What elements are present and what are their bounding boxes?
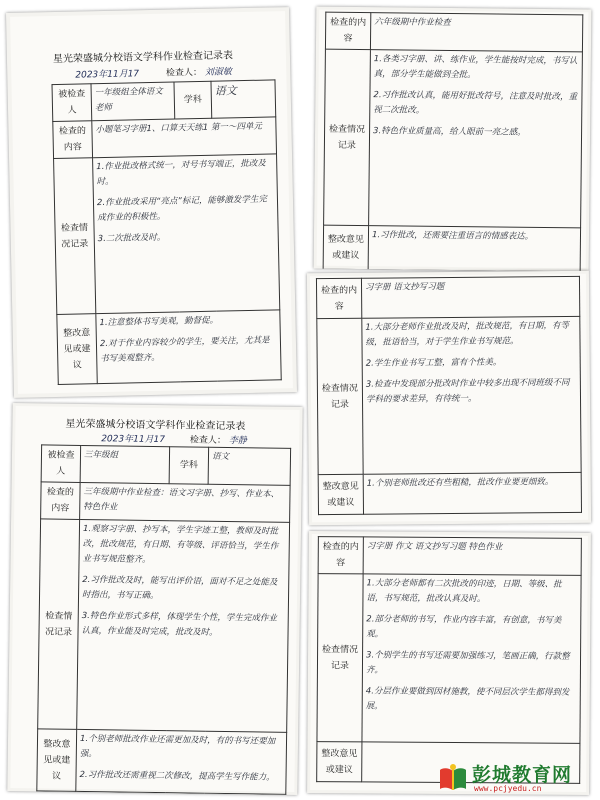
form-title: 星光荣盛城分校语文学科作业检查记录表 (65, 418, 246, 433)
check-form-table (51, 79, 281, 385)
content-label: 检查的内容 (318, 537, 363, 574)
checker-name: 李静 (228, 436, 247, 447)
situation-item: 3.特色作业质量高，给人眼前一亮之感。 (373, 126, 526, 138)
photo-form-grade1 (6, 7, 297, 398)
content-label: 检查的内容 (41, 482, 81, 520)
situation-item: 2.学生作业书写工整，富有个性美。 (365, 357, 502, 369)
suggest-item: 1.注意整体书写美观，勤督促。 (99, 315, 219, 329)
checked-value: 三年级组 (80, 445, 170, 483)
situation-record (369, 50, 583, 228)
checked-value: 一年级组全体语文老师 (91, 82, 175, 121)
checker-name: 刘淑敏 (204, 67, 232, 78)
subject-value: 语文 (208, 447, 291, 485)
suggest-item: 1.个别老师批改还有些粗糙，批改作业要更细致。 (366, 477, 554, 489)
date: 2023年11月17 (75, 69, 140, 81)
check-form-table (323, 12, 584, 272)
content-value: 六年级期中作业检查 (370, 13, 582, 52)
suggest-label: 整改意见或建议 (37, 729, 77, 792)
situation-label: 检查情况记录 (317, 318, 363, 474)
photo-form-composition (307, 531, 591, 795)
situation-item: 2.作业批改采用“亮点”标记，能够激发学生完成作业的积极性。 (96, 194, 267, 224)
suggest-label: 整改意见或建议 (318, 474, 363, 514)
suggest-record (368, 226, 580, 272)
suggest-item: 1.个别老师批改作业还需更加及时，有的书写还要加强。 (79, 733, 276, 760)
situation-item: 2.习作批改及时，能写出评价语，面对不足之处能及时指出，书写正确。 (81, 574, 278, 602)
suggest-record (96, 310, 281, 384)
situation-item: 3.二次批改及时。 (97, 232, 166, 245)
situation-item: 1.大部分老师都有二次批改的印迹，日期、等级、批语，书写规范，批改认真及时。 (366, 578, 562, 605)
check-form-table (316, 276, 582, 515)
situation-label: 检查情况记录 (317, 574, 363, 742)
date: 2023年11月17 (101, 434, 166, 446)
situation-label: 检查情况记录 (324, 49, 371, 225)
photo-form-grade6 (314, 7, 592, 272)
check-form-table (316, 536, 582, 784)
content-label: 检查的内容 (316, 278, 361, 318)
watermark-url: www.pcjyedu.cn (474, 784, 542, 793)
subject-value: 语文 (211, 80, 276, 118)
site-watermark (438, 760, 588, 796)
situation-item: 1.各类习字册、讲、练作业，学生能按时完成，书写认真，部分学生能做到全批。 (373, 54, 578, 81)
subject-label: 学科 (174, 81, 212, 119)
checker-label: 检查人 (189, 435, 217, 446)
situation-item: 1.作业批改格式统一，对号书写端正，批改及时。 (96, 158, 266, 188)
situation-label: 检查情况记录 (38, 519, 80, 730)
suggest-item: 1.习作批改，还需要注重语言的情感表达。 (371, 230, 534, 242)
watermark-name: 彭城教育网 (472, 764, 573, 786)
situation-record (77, 519, 290, 732)
content-value: 小题笔习字册1、口算天天练1 第一～四单元 (92, 117, 277, 158)
situation-record (93, 154, 280, 314)
content-value: 习字册 语文抄写习题 (361, 276, 579, 318)
situation-item: 3.检查中发现部分批改时作业中较多出现不同班级不同学科的要求差异，有待统一。 (365, 377, 570, 405)
situation-item: 3.个别学生的书写还需要加强练习，笔画正确，行款整齐。 (365, 650, 570, 676)
photo-form-writing (307, 271, 591, 525)
book-logo-icon (438, 763, 468, 793)
date-line: 2023年11月17 检查人： 李静 (101, 434, 247, 447)
date-line: 2023年11月17 检查人： 刘淑敏 (75, 67, 232, 81)
suggest-label: 整改意见或建议 (323, 225, 368, 269)
content-label: 检查的内容 (325, 12, 370, 49)
situation-record (362, 574, 581, 744)
situation-item: 4.分层作业要做到因材施教，使不同层次学生都得到发展。 (365, 686, 570, 712)
checked-label: 被检查人 (41, 445, 81, 483)
suggest-label: 整改意见或建议 (317, 742, 362, 782)
situation-label: 检查情况记录 (54, 158, 96, 315)
check-form-table (36, 444, 291, 794)
situation-item: 3.特色作业形式多样，体现学生个性，学生完成作业认真，作业能及时完成，批改及时。 (81, 610, 277, 638)
subject-label: 学科 (169, 447, 209, 485)
situation-item: 2.习作批改认真，能用好批改符号，注意及时批改，重视二次批改。 (373, 90, 578, 116)
suggest-label: 整改意见或建议 (57, 314, 97, 385)
suggest-record (363, 472, 581, 514)
situation-item: 1.观察习字册、抄写本，学生字迹工整，教师及时批改，批改规范，有日期、有等级、评语恰当，学生作业书写规范整齐。 (82, 523, 279, 565)
checked-label: 被检查人 (52, 84, 92, 122)
suggest-item: 2.对于作业内容较少的学生，要关注，尤其是书写美观整齐。 (99, 335, 270, 365)
situation-item: 1.大部分老师作业批改及时，批改规范，有日期，有等级，批语恰当，对于学生作业书写规范。 (365, 320, 570, 348)
content-value: 习字册 作文 语文抄写习题 特色作业 (363, 537, 581, 576)
checker-label: 检查人 (165, 68, 194, 79)
suggest-item: 2.习作批改还需重视二次修改，提高学生写作能力。 (79, 769, 275, 783)
photo-form-grade3 (7, 403, 302, 795)
situation-item: 2.部分老师的书写，作业内容丰富，有创意，书写美观。 (366, 614, 562, 640)
suggest-record (76, 729, 287, 794)
content-value: 三年级期中作业检查：语文习字册、抄写、作业本、特色作业 (80, 482, 290, 522)
situation-record (362, 316, 581, 474)
content-label: 检查的内容 (53, 121, 93, 159)
form-title: 星光荣盛城分校语文学科作业检查记录表 (52, 50, 234, 66)
